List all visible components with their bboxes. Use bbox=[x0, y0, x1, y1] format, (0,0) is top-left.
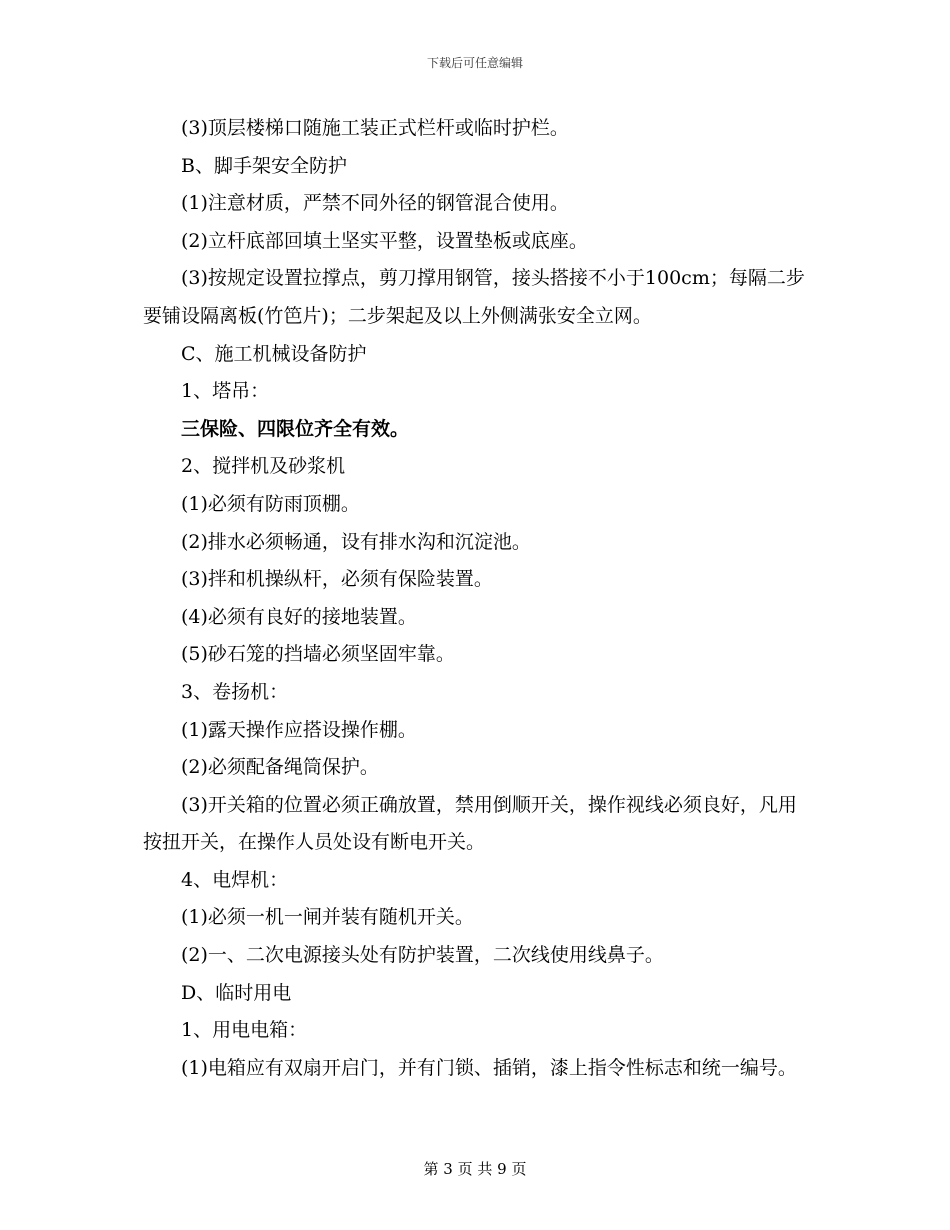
section-heading: B、脚手架安全防护 bbox=[181, 154, 347, 177]
subsection-heading: 2、搅拌机及砂浆机 bbox=[181, 455, 346, 478]
paragraph: (1)电箱应有双扇开启门，并有门锁、插销，漆上指令性标志和统一编号。 bbox=[181, 1056, 797, 1079]
paragraph: (5)砂石笼的挡墙必须坚固牢靠。 bbox=[181, 643, 455, 666]
paragraph: (3)开关箱的位置必须正确放置，禁用倒顺开关，操作视线必须良好，凡用按扭开关，在操作人员处设有断电开关。 bbox=[143, 793, 797, 854]
paragraph: (1)必须一机一闸并装有随机开关。 bbox=[181, 906, 474, 929]
subsection-heading: 1、塔吊： bbox=[181, 380, 270, 403]
bold-statement: 三保险、四限位齐全有效。 bbox=[181, 417, 410, 440]
document-body bbox=[143, 110, 813, 1087]
subsection-heading: 3、卷扬机： bbox=[181, 680, 289, 703]
section-heading: D、临时用电 bbox=[181, 981, 292, 1004]
paragraph: (1)必须有防雨顶棚。 bbox=[181, 492, 360, 515]
subsection-heading: 4、电焊机： bbox=[181, 868, 289, 891]
paragraph: (2)一、二次电源接头处有防护装置，二次线使用线鼻子。 bbox=[181, 944, 664, 967]
paragraph: (2)必须配备绳筒保护。 bbox=[181, 756, 379, 779]
paragraph: (3)拌和机操纵杆，必须有保险装置。 bbox=[181, 568, 493, 591]
paragraph: (2)排水必须畅通，设有排水沟和沉淀池。 bbox=[181, 530, 531, 553]
paragraph: (2)立杆底部回填土坚实平整，设置垫板或底座。 bbox=[181, 229, 588, 252]
paragraph: (1)注意材质，严禁不同外径的钢管混合使用。 bbox=[181, 192, 569, 215]
page-header: 下载后可任意编辑 bbox=[426, 56, 523, 70]
paragraph: (4)必须有良好的接地装置。 bbox=[181, 605, 417, 628]
paragraph: (3)顶层楼梯口随施工装正式栏杆或临时护栏。 bbox=[181, 117, 569, 139]
paragraph: (1)露天操作应搭设操作棚。 bbox=[181, 718, 417, 741]
section-heading: C、施工机械设备防护 bbox=[181, 342, 367, 365]
page-footer: 第 3 页 共 9 页 bbox=[423, 1160, 527, 1178]
paragraph: (3)按规定设置拉撑点，剪刀撑用钢管，接头搭接不小于100cm；每隔二步要铺设隔离板(竹笆片)；二步架起及以上外侧满张安全立网。 bbox=[143, 267, 805, 327]
subsection-heading: 1、用电电箱： bbox=[181, 1019, 308, 1042]
